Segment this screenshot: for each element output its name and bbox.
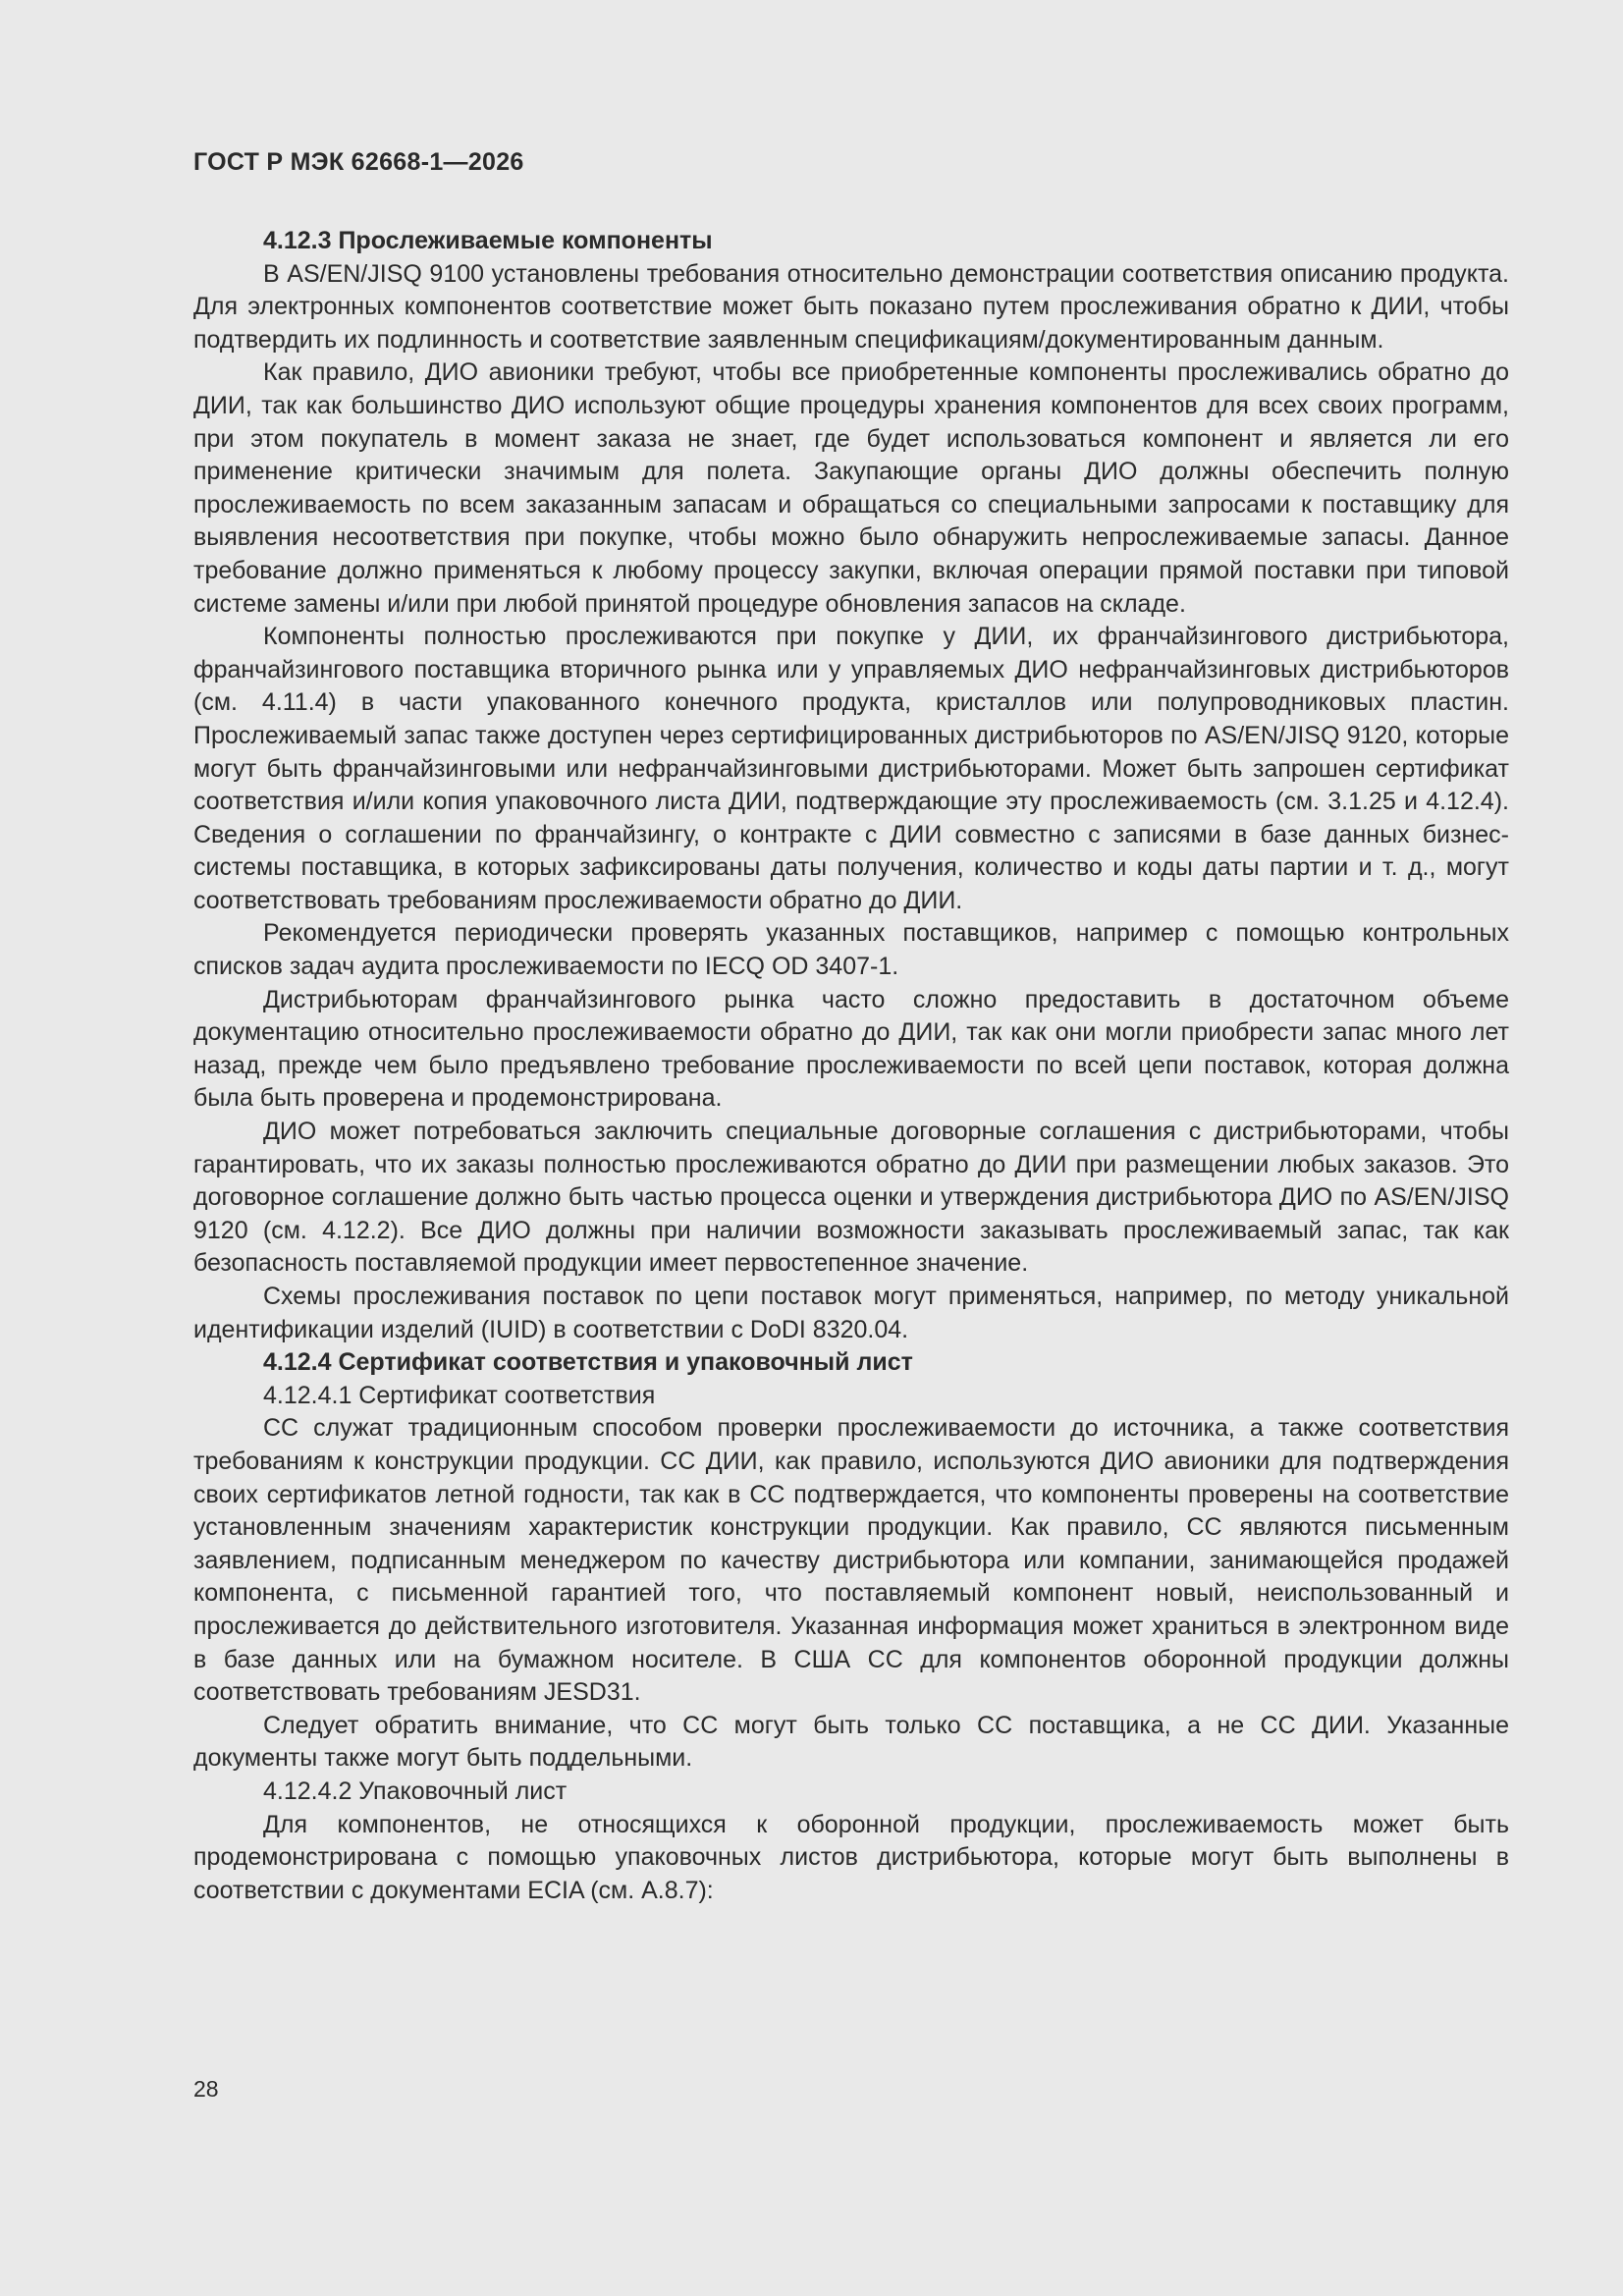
subsection-heading-4-12-4-1: 4.12.4.1 Сертификат соответствия xyxy=(263,1381,656,1409)
paragraph: Схемы прослеживания поставок по цепи поставок могут применяться, например, по методу уникальной идентификации изделий (IUID) в соответствии с DoDI 8320.04. xyxy=(193,1283,1509,1343)
paragraph: Для компонентов, не относящихся к оборонной продукции, прослеживаемость может быть продемонстрирована с помощью упаковочных листов дистрибьютора, которые могут быть выполнены в соответствии с документами ECIA (см. А.8.7): xyxy=(193,1810,1509,1904)
page-number: 28 xyxy=(193,2076,219,2102)
subsection-heading-4-12-4-2: 4.12.4.2 Упаковочный лист xyxy=(263,1777,568,1805)
paragraph: Как правило, ДИО авионики требуют, чтобы все приобретенные компоненты прослеживались обратно до ДИИ, так как большинство ДИО используют общие процедуры хранения компонентов для всех своих программ, при этом покупатель в момент заказа не знает, где будет использоваться компонент и является ли его применение критически значимым для полета. Закупающие органы ДИО должны обеспечить полную прослеживаемость по всем заказанным запасам и обращаться со специальными запросами к поставщику для выявления несоответствия при покупке, чтобы можно было обнаружить непрослеживаемые запасы. Данное требование должно применяться к любому процессу закупки, включая операции прямой поставки при типовой системе замены и/или при любой принятой процедуре обновления запасов на складе. xyxy=(193,358,1509,618)
paragraph: Следует обратить внимание, что СС могут быть только СС поставщика, а не СС ДИИ. Указанные документы также могут быть поддельными. xyxy=(193,1711,1509,1773)
section-heading-4-12-4: 4.12.4 Сертификат соответствия и упаковочный лист xyxy=(263,1348,913,1377)
paragraph: ДИО может потребоваться заключить специальные договорные соглашения с дистрибьюторами, чтобы гарантировать, что их заказы полностью прослеживаются обратно до ДИИ при размещении любых заказов. Это договорное соглашение должно быть частью процесса оценки и утверждения дистрибьютора ДИО по AS/EN/JISQ 9120 (см. 4.12.2). Все ДИО должны при наличии возможности заказывать прослеживаемый запас, так как безопасность поставляемой продукции имеет первостепенное значение. xyxy=(193,1118,1509,1278)
paragraph: СС служат традиционным способом проверки прослеживаемости до источника, а также соответствия требованиям к конструкции продукции. СС ДИИ, как правило, используются ДИО авионики для подтверждения своих сертификатов летной годности, так как в СС подтверждается, что компоненты проверены на соответствие установленным значениям характеристик конструкции продукции. Как правило, СС являются письменным заявлением, подписанным менеджером по качеству дистрибьютора или компании, занимающейся продажей компонента, с письменной гарантией того, что поставляемый компонент новый, неиспользованный и прослеживается до действительного изготовителя. Указанная информация может храниться в электронном виде в базе данных или на бумажном носителе. В США СС для компонентов оборонной продукции должны соответствовать требованиям JESD31. xyxy=(193,1414,1509,1707)
paragraph: Компоненты полностью прослеживаются при покупке у ДИИ, их франчайзингового дистрибьютора, франчайзингового поставщика вторичного рынка или у управляемых ДИО нефранчайзинговых дистрибьюторов (см. 4.11.4) в части упакованного конечного продукта, кристаллов или полупроводниковых пластин. Прослеживаемый запас также доступен через сертифицированных дистрибьюторов по AS/EN/JISQ 9120, которые могут быть франчайзинговыми или нефранчайзинговыми дистрибьюторами. Может быть запрошен сертификат соответствия и/или копия упаковочного листа ДИИ, подтверждающие эту прослеживаемость (см. 3.1.25 и 4.12.4). Сведения о соглашении по франчайзингу, о контракте с ДИИ совместно с записями в базе данных бизнес-системы поставщика, в которых зафиксированы даты получения, количество и коды даты партии и т. д., могут соответствовать требованиям прослеживаемости обратно до ДИИ. xyxy=(193,623,1509,914)
section-heading-4-12-3: 4.12.3 Прослеживаемые компоненты xyxy=(263,227,713,254)
paragraph: Дистрибьюторам франчайзингового рынка часто сложно предоставить в достаточном объеме документацию относительно прослеживаемости обратно до ДИИ, так как они могли приобрести запас много лет назад, прежде чем было предъявлено требование прослеживаемости по всей цепи поставок, которая должна была быть проверена и продемонстрирована. xyxy=(193,985,1509,1113)
standard-header: ГОСТ Р МЭК 62668-1—2026 xyxy=(193,148,524,176)
paragraph: Рекомендуется периодически проверять указанных поставщиков, например с помощью контрольных списков задач аудита прослеживаемости по IECQ OD 3407-1. xyxy=(193,919,1509,981)
document-body xyxy=(193,225,1509,1907)
paragraph: В AS/EN/JISQ 9100 установлены требования относительно демонстрации соответствия описанию продукта. Для электронных компонентов соответствие может быть показано путем прослеживания обратно к ДИИ, чтобы подтвердить их подлинность и соответствие заявленным спецификациям/документированным данным. xyxy=(193,259,1509,354)
